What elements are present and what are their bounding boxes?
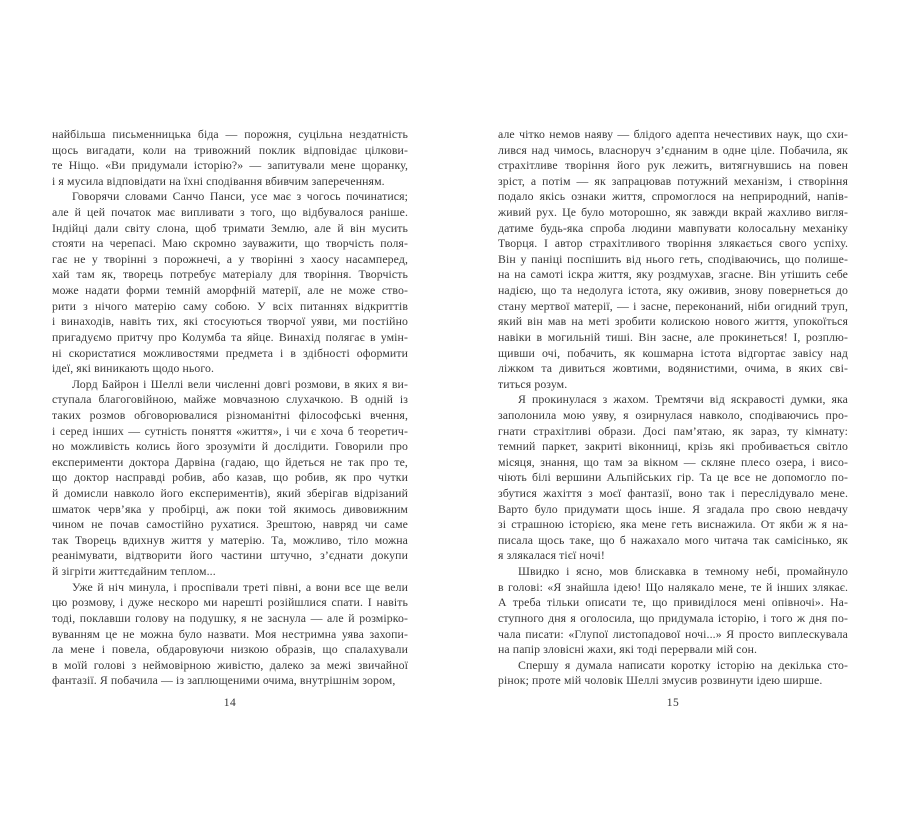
text-line: й зігріти життєдайним теплом...	[52, 564, 216, 579]
text-line: но можливість колись його зрозуміти й дослідити. Говорили про	[52, 439, 408, 454]
text-line: я злякалася тієї ночі!	[498, 548, 605, 563]
text-line: пригадуємо притчу про Колумба та яйце. Винахід полягає в умін-	[52, 329, 408, 344]
text-line: фантазії. Я побачила — із заплющеними очима, внутрішнім зором,	[52, 673, 396, 688]
text-line: живий рух. Це було моторошно, як завжди вкрай жахливо вигля-	[498, 205, 848, 220]
text-line: може надати форми темній аморфній матерії, але не може ство-	[52, 283, 408, 298]
text-line: зріст, а потім — як запрацював потужний механізм, і створіння	[498, 173, 848, 188]
text-line: але чітко немов наяву — блідого адепта нечестивих наук, що схи-	[498, 127, 848, 141]
text-line: стану мертвої матерії, — і засне, переконаний, ніби огидний труп,	[498, 298, 848, 313]
text-line: чином не почав самостійно рухатися. Зрештою, навряд чи саме	[52, 517, 408, 532]
right-page-number: 15	[666, 697, 680, 709]
text-line: хай там як, творець потребує матеріалу для творіння. Творчість	[52, 267, 408, 282]
text-line: на на самоті іскра життя, яку роздмухав, згасне. Він утішить себе	[498, 267, 848, 282]
right-page-text	[498, 127, 848, 689]
left-page	[52, 0, 408, 817]
text-line: темний паркет, закриті віконниці, крізь які пробивається світло	[498, 439, 848, 454]
text-line: ла мене і повела, обдаровуючи низкою образів, що спалахували	[52, 642, 408, 657]
text-line: найбільша письменницька біда — порожня, суцільна нездатність	[52, 127, 408, 141]
text-line: надією, що та недолуга істота, яку оживив, знову повернеться до	[498, 283, 848, 298]
text-line: але й цей початок має випливати з того, що відбувалося раніше.	[52, 205, 408, 220]
text-line: страхітливе творіння його рук лежить, витягнувшись на повен	[498, 158, 848, 173]
text-line: збутися жахіття з моєї фантазії, воно так і переслідувало мене.	[498, 486, 848, 501]
text-line: Варто було придумати щось інше. Я згадала про свою невдачу	[498, 501, 848, 516]
text-line: гає не у творінні з порожнечі, а у творінні з хаосу насамперед,	[52, 251, 408, 266]
text-line: рити з нічого матерію саму собою. У всіх питаннях відкриттів	[52, 298, 408, 313]
right-page	[498, 0, 848, 817]
text-line: в голові: «Я знайшла ідею! Що налякало мене, те й інших злякає.	[498, 579, 848, 594]
text-line: і серед інших — сутність поняття «життя», і чи є хоча б теоретич-	[52, 423, 408, 438]
text-line: зі страшною історією, яка мене геть виснажила. От якби ж я на-	[498, 517, 848, 532]
text-line: датиме будь-яка спроба людини мавпувати колосальну механіку	[498, 220, 848, 235]
text-line: цю розмову, і дуже нескоро ми нарешті розійшлися спати. І навіть	[52, 595, 408, 610]
text-line: щивши очі, побачить, як кошмарна істота відгортає завісу над	[498, 345, 848, 360]
text-line: заполонила мою уяву, я озирнулася навколо, сподіваючись про-	[498, 407, 848, 422]
text-line: стояти на черепасі. Маю скромно зауважити, що творчість поля-	[52, 236, 408, 251]
text-line: щось вигадати, коли на тривожний поклик відповідає цілкови-	[52, 142, 408, 157]
left-page-number: 14	[223, 697, 237, 709]
text-line: в моїй голові з неймовірною живістю, далеко за межі звичайної	[52, 657, 408, 672]
text-line: на папір зловісні жахи, які тоді перервали мій сон.	[498, 642, 758, 657]
text-line: Спершу я думала написати коротку історію на декілька сто-	[518, 657, 848, 672]
text-line: писала щось таке, що б нажахало мого читача так самісінько, як	[498, 532, 848, 547]
text-line: Швидко і ясно, мов блискавка в темному небі, промайнуло	[518, 564, 848, 579]
text-line: і винаходів, навіть тих, які стосуються творчої уяви, ми постійно	[52, 314, 408, 329]
text-line: і я мусила відповідати на їхні сподівання вбивчим запереченням.	[52, 173, 385, 188]
text-line: тоді, поклавши голову на подушку, я не заснула — але й розмірко-	[52, 610, 408, 625]
text-line: ступного дня я оголосила, що придумала історію, і того ж дня по-	[498, 610, 848, 625]
text-line: й домисли навколо його експериментів), який зберігав відрізаний	[52, 486, 408, 501]
text-line: подало якісь ознаки життя, спромоглося на неприродний, напів-	[498, 189, 848, 204]
text-line: який він мав на меті зробити колискою нового життя, упокоїться	[498, 314, 848, 329]
left-page-text	[52, 127, 408, 689]
text-line: шматок черв’яка у пробірці, аж поки той якимось дивовижним	[52, 501, 408, 516]
text-line: Індійці дали світу слона, щоб тримати Землю, але й він мусить	[52, 220, 408, 235]
text-line: А треба тільки описати те, що привиділося мені опівночі». На-	[498, 595, 848, 610]
text-line: експерименти доктора Дарвіна (гадаю, що йдеться не так про те,	[52, 454, 408, 469]
text-line: титься розум.	[498, 376, 568, 391]
text-line: вуванням це не можна було назвати. Моя нестримна уява захопи-	[52, 626, 408, 641]
text-line: ні скористатися можливостями предмета і в здібності оформити	[52, 345, 408, 360]
text-line: ліжком та дивиться жовтими, водянистими, очима, в яких сві-	[498, 361, 848, 376]
text-line: реанімувати, відтворити його частини штучно, з’єднати докупи	[52, 548, 408, 563]
text-line: чіють білі вершини Альпійських гір. Та це все не допомогло по-	[498, 470, 848, 485]
text-line: навіки в могильній тиші. Він засне, але прокинеться! І, розплю-	[498, 329, 848, 344]
text-line: Я прокинулася з жахом. Тремтячи від яскравості думки, яка	[518, 392, 848, 407]
text-line: Уже й ніч минула, і проспівали треті півні, а вони все ще вели	[72, 579, 408, 594]
text-line: Говорячи словами Санчо Панси, усе має з чогось починатися;	[72, 189, 408, 204]
text-line: що доктор насправді робив, або казав, що робив, як про чутки	[52, 470, 408, 485]
text-line: так Творець вдихнув життя у матерію. Та, можливо, тіло можна	[52, 532, 408, 547]
text-line: Він у паніці поспішить від нього геть, сподіваючись, що полише-	[498, 251, 848, 266]
text-line: рінок; проте мій чоловік Шеллі змусив розвинути ідею ширше.	[498, 673, 823, 688]
text-line: Лорд Байрон і Шеллі вели численні довгі розмови, в яких я ви-	[72, 376, 408, 391]
text-line: чала писати: «Глупої листопадової ночі...» Я просто виплескувала	[498, 626, 848, 641]
text-line: те Ніщо. «Ви придумали історію?» — запитували мене щоранку,	[52, 158, 408, 173]
text-line: місяця, знання, що там за вікном — скляне плесо озера, і висо-	[498, 454, 848, 469]
text-line: Творця. І автор страхітливого творіння злякається свого успіху.	[498, 236, 848, 251]
text-line: лився над чимось, власноруч з’єднаним в одне ціле. Побачила, як	[498, 142, 848, 157]
text-line: таких розмов обговорювалися різноманітні філософські вчення,	[52, 407, 408, 422]
text-line: ступала благоговійною, майже мовчазною слухачкою. В одній із	[52, 392, 408, 407]
text-line: гнати страхітливі образи. Досі пам’ятаю, як зараз, ту кімнату:	[498, 423, 848, 438]
text-line: ідеї, які виникають щодо нього.	[52, 361, 215, 376]
